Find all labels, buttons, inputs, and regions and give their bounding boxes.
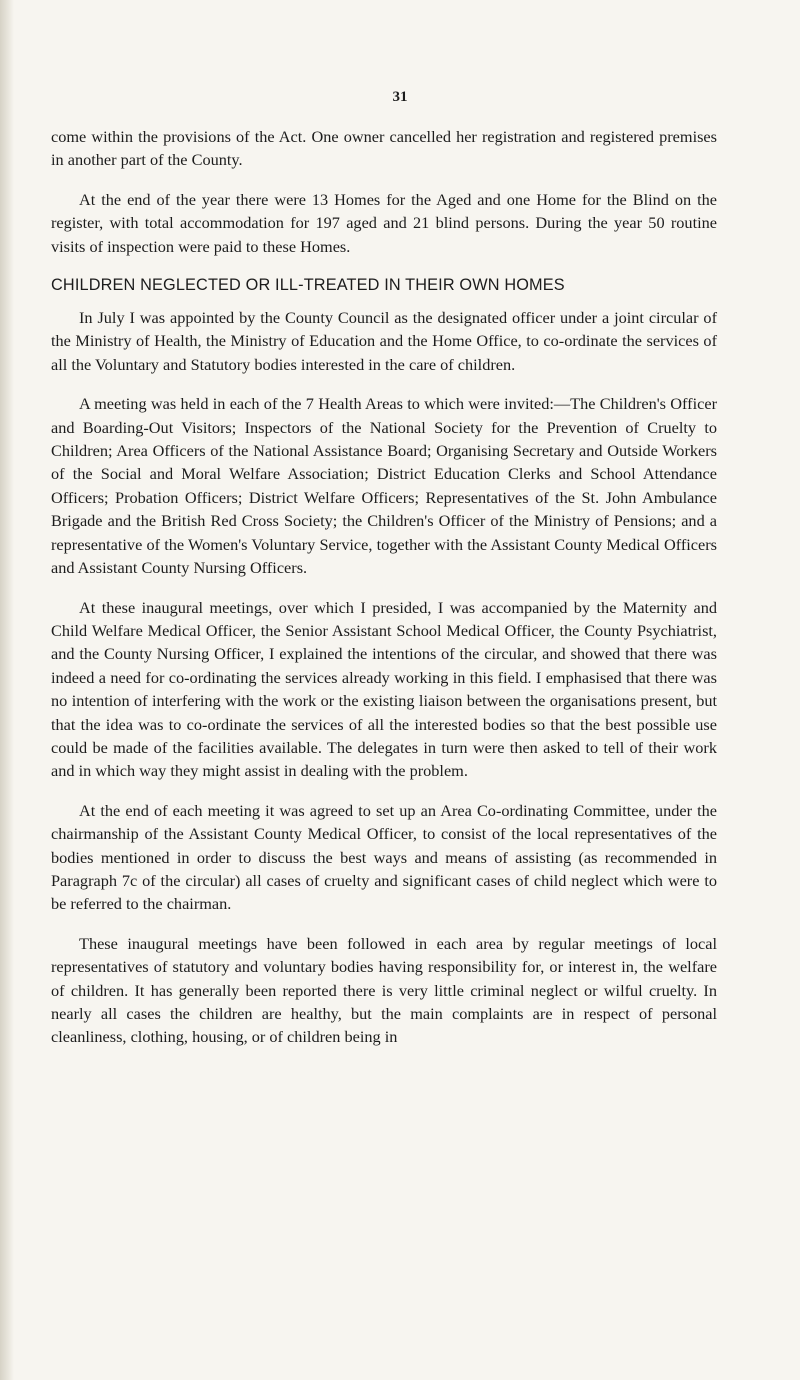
section-heading: CHILDREN NEGLECTED OR ILL-TREATED IN THEIR OWN HOMES: [51, 276, 565, 295]
paragraph-continuation: come within the provisions of the Act. One owner cancelled her registration and registered premises in another part of the County.: [51, 127, 717, 170]
paragraph-meetings-invited: A meeting was held in each of the 7 Health Areas to which were invited:—The Children's Officer and Boarding-Out Visitors; Inspectors of the National Society for the Prevention of Cruelty to Children; Area Officers of the National Assistance Board; Organising Secretary and Outside Workers of the Social and Moral Welfare Association; District Education Clerks and School Attendance Officers; Probation Officers; District Welfare Officers; Representatives of the St. John Ambulance Brigade and the British Red Cross Society; the Children's Officer of the Ministry of Pensions; and a representative of the Women's Voluntary Service, together with the Assistant County Medical Officers and Assistant County Nursing Officers.: [51, 394, 717, 578]
page-number: 31: [392, 89, 408, 105]
paragraph-homes-register: At the end of the year there were 13 Homes for the Aged and one Home for the Blind on the register, with total accommodation for 197 aged and 21 blind persons. During the year 50 routine visits of inspection were paid to these Homes.: [51, 189, 717, 256]
paragraph-coordinating-committee: At the end of each meeting it was agreed to set up an Area Co-ordinating Committee, under the chairmanship of the Assistant County Medical Officer, to consist of the local representatives of the bodies mentioned in order to discuss the best ways and means of assisting (as recommended in Paragraph 7c of the circular) all cases of cruelty and significant cases of child neglect which were to be referred to the chairman.: [51, 800, 717, 914]
document-body: [51, 125, 717, 1065]
paragraph-appointment: In July I was appointed by the County Council as the designated officer under a joint circular of the Ministry of Health, the Ministry of Education and the Home Office, to co-ordinate the services of all the Voluntary and Statutory bodies interested in the care of children.: [51, 308, 717, 374]
paragraph-inaugural-meetings: At these inaugural meetings, over which I presided, I was accompanied by the Maternity and Child Welfare Medical Officer, the Senior Assistant School Medical Officer, the County Psychiatrist, and the County Nursing Officer, I explained the intentions of the circular, and showed that there was indeed a need for co-ordinating the services already working in this field. I emphasised that there was no intention of interfering with the work or the existing liaison between the organisations present, but that the idea was to co-ordinate the services of all the interested bodies so that the best possible use could be made of the facilities available. The delegates in turn were then asked to tell of their work and in which way they might assist in dealing with the problem.: [51, 597, 717, 781]
page-binding-edge: [0, 0, 14, 1380]
paragraph-regular-meetings: These inaugural meetings have been followed in each area by regular meetings of local representatives of statutory and voluntary bodies having responsibility for, or interest in, the welfare of children. It has generally been reported there is very little criminal neglect or wilful cruelty. In nearly all cases the children are healthy, but the main complaints are in respect of personal cleanliness, clothing, housing, or of children being in: [51, 933, 717, 1047]
